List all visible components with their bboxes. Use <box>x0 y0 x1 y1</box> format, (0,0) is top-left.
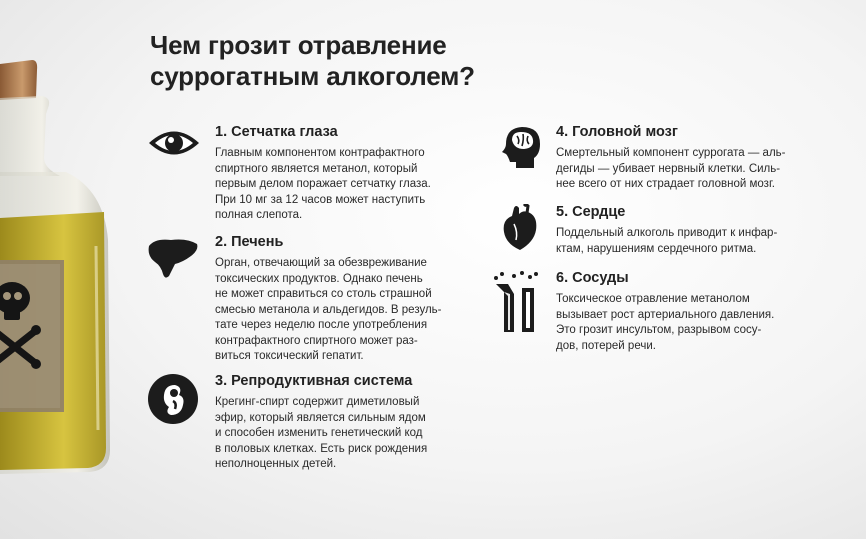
embryo-icon <box>147 373 199 425</box>
item-text: Смертельный компонент суррогата — аль- дегиды — убивает нервный клетки. Силь- нее всего от них страдает головной мозг. <box>556 147 786 190</box>
item-text: Главным компонентом контрафактного спиртного является метанол, который первым делом поражает сетчатку глаза. При 10 мг за 12 часов может наступить полная слепота. <box>215 147 431 221</box>
title-line-1: Чем грозит отравление <box>150 30 447 60</box>
title-line-2: суррогатным алкоголем? <box>150 61 475 91</box>
liver-icon <box>147 236 199 280</box>
item-text: Крегинг-спирт содержит диметиловый эфир, который является сильным ядом и способен изменить генетический код в половых клетках. Есть риск рождения неполноценных детей. <box>215 396 428 470</box>
item-text: Орган, отвечающий за обезвреживание токсических продуктов. Однако печень не может справиться со столь страшной смесью метанола и альдегидов. В резуль- тате через неделю после употребления контрафактного спиртного может раз- виться токсический гепатит. <box>215 257 442 362</box>
item-text: Поддельный алкоголь приводит к инфар- ктам, нарушениям сердечного ритма. <box>556 227 778 255</box>
item-heading: 3. Репродуктивная система <box>215 373 413 389</box>
brain-head-icon <box>500 124 544 170</box>
vessels-icon <box>492 270 542 334</box>
item-text: Токсическое отравление метанолом вызывает рост артериального давления. Это грозит инсультом, разрывом сосу- дов, потерей речи. <box>556 293 775 352</box>
heart-icon <box>500 204 540 252</box>
item-heading: 5. Сердце <box>556 204 626 220</box>
item-heading: 4. Головной мозг <box>556 124 678 140</box>
item-heading: 1. Сетчатка глаза <box>215 124 338 140</box>
poison-bottle-image <box>0 50 120 490</box>
item-heading: 6. Сосуды <box>556 270 629 286</box>
page-title <box>150 30 475 92</box>
item-heading: 2. Печень <box>215 234 284 250</box>
eye-icon <box>147 126 201 160</box>
